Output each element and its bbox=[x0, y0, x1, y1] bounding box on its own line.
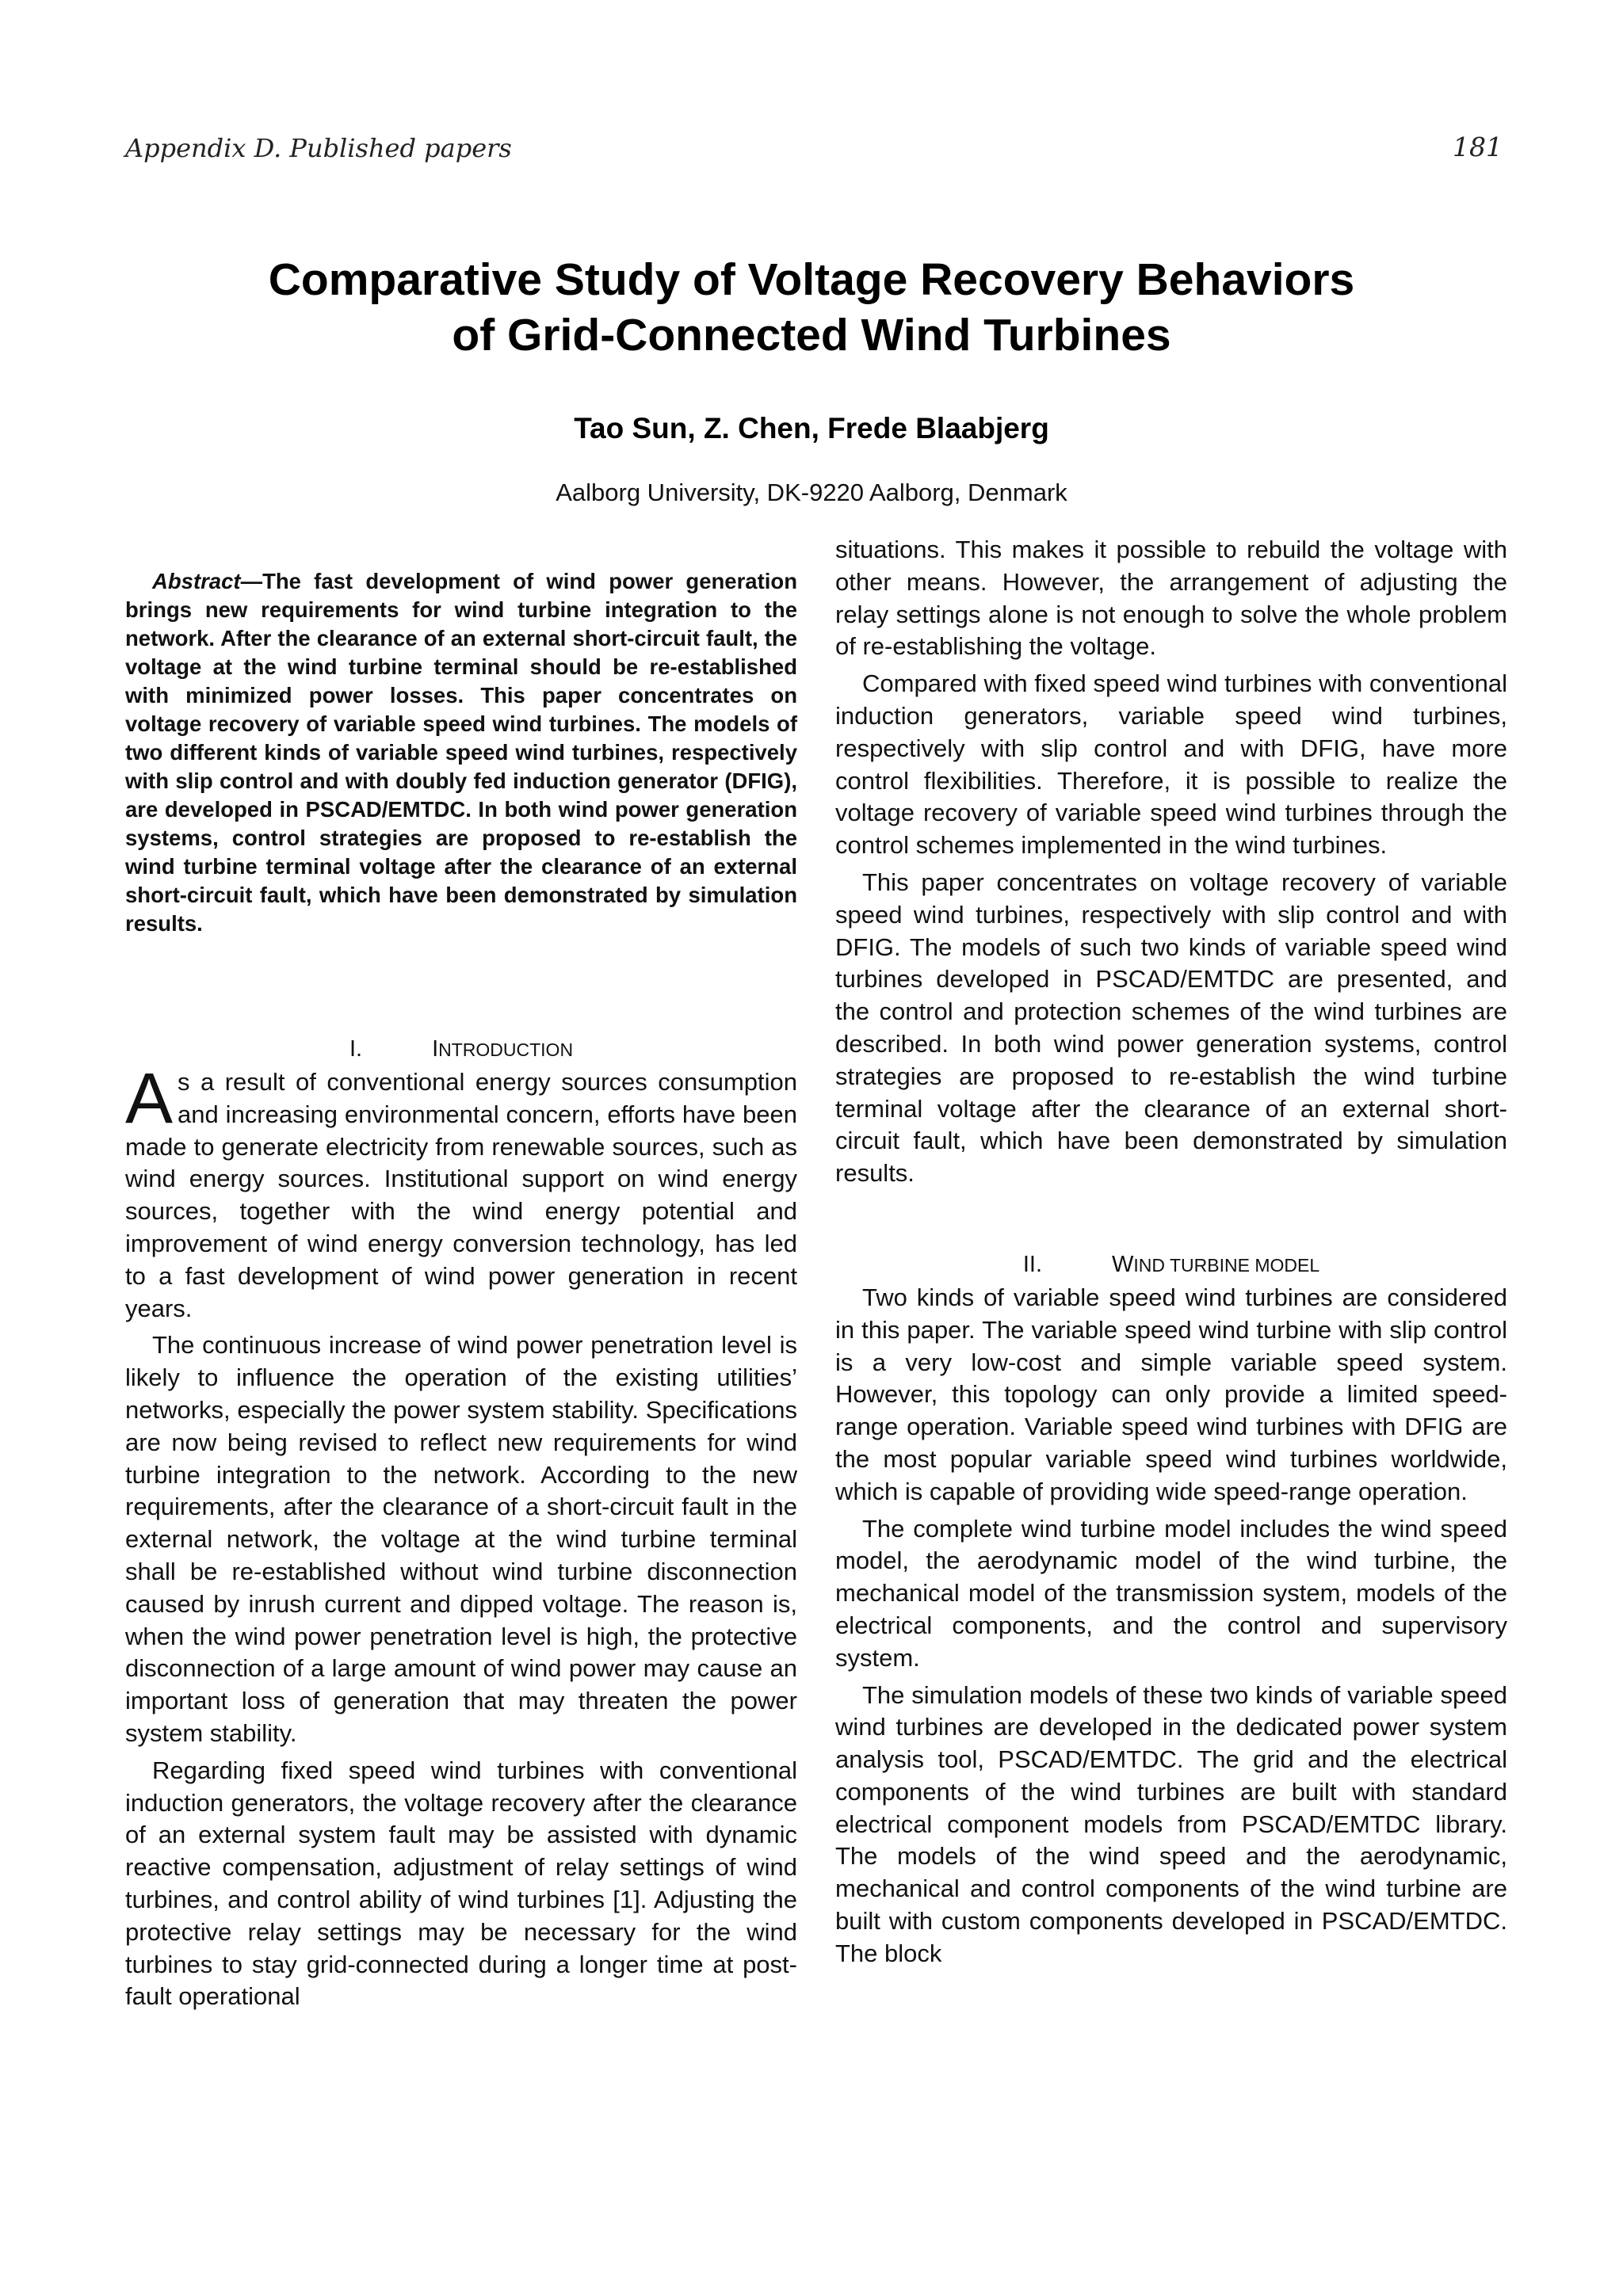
abstract-label: Abstract bbox=[152, 569, 241, 593]
left-column bbox=[125, 567, 797, 2018]
paragraph-intro-2: The continuous increase of wind power penetration level is likely to influence the operation of the existing utilities’ networks, especially the power system stability. Specifications are now being revised to reflect new requirements for wind turbine integration to the network. According to the new requirements, after the clearance of a short-circuit fault in the external network, the voltage at the wind turbine terminal shall be re-established without wind turbine disconnection caused by inrush current and dipped voltage. The reason is, when the wind power penetration level is high, the protective disconnection of a large amount of wind power may cause an important loss of generation that may threaten the power system stability. bbox=[125, 1331, 797, 1747]
running-header-title: Appendix D. Published papers bbox=[125, 133, 512, 163]
section-title-rest: IND TURBINE MODEL bbox=[1133, 1254, 1320, 1276]
paragraph-intro-3: Regarding fixed speed wind turbines with conventional induction generators, the voltage recovery after the clearance of an external system fault may be assisted with dynamic reactive compensation, adjustment of relay settings of wind turbines, and control ability of wind turbines [1]. Adjusting the protective relay settings may be necessary for the wind turbines to stay grid-connected during a longer time at post-fault operational bbox=[125, 1756, 797, 2011]
affiliation: Aalborg University, DK-9220 Aalborg, Denmark bbox=[556, 479, 1067, 506]
paragraph-model-2: The complete wind turbine model includes the wind speed model, the aerodynamic model of the wind turbine, the mechanical model of the transmission system, models of the electrical components, and the control and supervisory system. bbox=[835, 1514, 1507, 1672]
paper-title bbox=[0, 252, 1623, 363]
abstract-text: —The fast development of wind power generation brings new requirements for wind turbine integration to the network. After the clearance of an external short-circuit fault, the voltage at the wind turbine terminal should be re-established with minimized power losses. This paper concentrates on voltage recovery of variable speed wind turbines. The models of two different kinds of variable speed wind turbines, respectively with slip control and with doubly fed induction generator (DFIG), are developed in PSCAD/EMTDC. In both wind power generation systems, control strategies are proposed to re-establish the wind turbine terminal voltage after the clearance of an external short-circuit fault, which have been demonstrated by simulation results. bbox=[125, 569, 797, 936]
section-number: II. bbox=[1022, 1251, 1043, 1277]
section-title-initial: I bbox=[432, 1036, 439, 1062]
section-title-initial: W bbox=[1112, 1251, 1134, 1277]
section-number: I. bbox=[349, 1036, 363, 1062]
paragraph-intro-1 bbox=[125, 1059, 797, 1325]
drop-cap: A bbox=[125, 1059, 174, 1138]
right-column bbox=[835, 534, 1507, 1975]
author-list: Tao Sun, Z. Chen, Frede Blaabjerg bbox=[574, 412, 1049, 444]
paper-title-line-1: Comparative Study of Voltage Recovery Behaviors bbox=[268, 254, 1355, 305]
paragraph-intro-4: Compared with fixed speed wind turbines with conventional induction generators, variable speed wind turbines, respectively with slip control and with DFIG, have more control flexibilities. Therefore, it is possible to realize the voltage recovery of variable speed wind turbines through the control schemes implemented in the wind turbines. bbox=[835, 669, 1507, 860]
paper-title-line-2: of Grid-Connected Wind Turbines bbox=[452, 310, 1171, 360]
abstract bbox=[125, 567, 797, 938]
paragraph-intro-3-continued: situations. This makes it possible to rebuild the voltage with other means. However, the arrangement of adjusting the relay settings alone is not enough to solve the whole problem of re-establishing the voltage. bbox=[835, 536, 1507, 661]
paragraph-model-1: Two kinds of variable speed wind turbines are considered in this paper. The variable speed wind turbine with slip control is a very low-cost and simple variable speed system. However, this topology can only provide a limited speed-range operation. Variable speed wind turbines with DFIG are the most popular variable speed wind turbines worldwide, which is capable of providing wide speed-range operation. bbox=[835, 1283, 1507, 1505]
paragraph-model-3: The simulation models of these two kinds of variable speed wind turbines are developed in the dedicated power system analysis tool, PSCAD/EMTDC. The grid and the electrical components of the wind turbines are built with standard electrical component models from PSCAD/EMTDC library. The models of the wind speed and the aerodynamic, mechanical and control components of the wind turbine are built with custom components developed in PSCAD/EMTDC. The block bbox=[835, 1680, 1507, 1967]
section-heading-introduction bbox=[125, 1032, 797, 1066]
section-heading-wind-turbine-model bbox=[835, 1247, 1507, 1282]
section-title-rest: NTRODUCTION bbox=[438, 1039, 574, 1060]
page-number: 181 bbox=[1453, 132, 1503, 162]
paragraph-intro-5: This paper concentrates on voltage recovery of variable speed wind turbines, respectively with slip control and with DFIG. The models of such two kinds of variable speed wind turbines developed in PSCAD/EMTDC are presented, and the control and protection schemes of the wind turbines are described. In both wind power generation systems, control strategies are proposed to re-establish the wind turbine terminal voltage after the clearance of an external short-circuit fault, which have been demonstrated by simulation results. bbox=[835, 868, 1507, 1188]
paragraph-intro-1-text: s a result of conventional energy sources consumption and increasing environmental concern, efforts have been made to generate electricity from renewable sources, such as wind energy sources. Institutional support on wind energy sources, together with the wind energy potential and improvement of wind energy conversion technology, has led to a fast development of wind power generation in recent years. bbox=[125, 1068, 797, 1322]
